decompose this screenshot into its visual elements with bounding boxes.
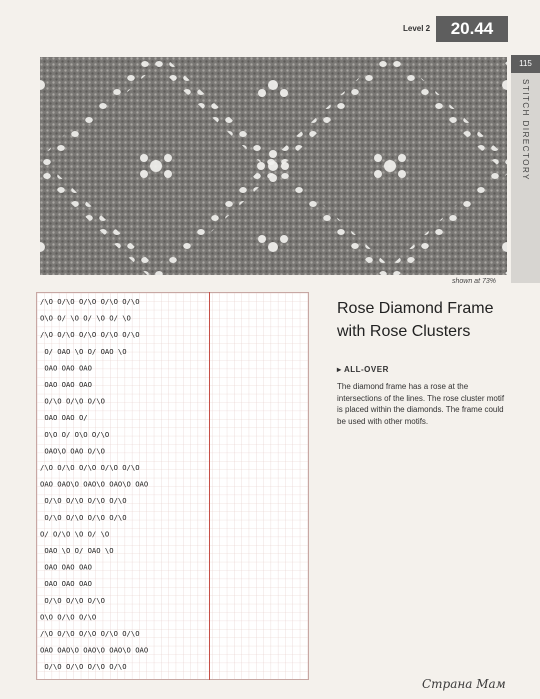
section-tab-label: STITCH DIRECTORY <box>521 79 530 181</box>
chart-row: OAO OAO\O OAO\O OAO\O OAO <box>40 479 149 489</box>
shown-at-caption: shown at 73% <box>452 278 496 285</box>
stitch-number-badge: 20.44 <box>436 16 508 42</box>
chart-row: O/\O O/\O O/\O <box>40 396 105 406</box>
stitch-chart <box>36 292 309 680</box>
chart-row: O\O O/\O O/\O <box>40 612 97 622</box>
chart-row: O\O O/ O\O O/\O <box>40 429 110 439</box>
chart-row: OAO OAO OAO <box>40 363 92 373</box>
chart-row: O/\O O/\O O/\O O/\O <box>40 512 127 522</box>
chart-row: /\O O/\O O/\O O/\O O/\O <box>40 629 140 638</box>
page-number: 115 <box>511 55 540 73</box>
pattern-category-label: ALL-OVER <box>343 365 389 374</box>
chart-row: OAO \O O/ OAO \O <box>40 546 114 555</box>
level-label: Level 2 <box>403 24 431 33</box>
chart-row: O/ OAO \O O/ OAO \O <box>40 346 127 356</box>
chart-row: O\O O/ \O O/ \O O/ \O <box>40 313 131 323</box>
chart-row: OAO\O OAO O/\O <box>40 446 105 456</box>
chart-row: /\O O/\O O/\O O/\O O/\O <box>40 463 140 472</box>
chart-row: O/ O/\O \O O/ \O <box>40 529 110 539</box>
chart-row: OAO OAO OAO <box>40 380 92 389</box>
chart-row: O/\O O/\O O/\O O/\O <box>40 662 127 672</box>
swatch-image <box>40 57 507 275</box>
chart-row: /\O O/\O O/\O O/\O O/\O <box>40 330 140 340</box>
pattern-title: Rose Diamond Frame with Rose Clusters <box>337 300 494 340</box>
chart-row: O/\O O/\O O/\O <box>40 595 105 605</box>
chart-row: OAO OAO OAO <box>40 562 92 572</box>
chart-row: O/\O O/\O O/\O O/\O <box>40 496 127 506</box>
chart-row: OAO OAO OAO <box>40 579 92 589</box>
chart-repeat-divider <box>209 292 210 680</box>
swatch-photo <box>40 57 507 275</box>
chart-row: /\O O/\O O/\O O/\O O/\O <box>40 297 140 306</box>
chart-row: OAO OAO\O OAO\O OAO\O OAO <box>40 645 149 655</box>
watermark: Страна Мам <box>422 677 506 691</box>
chart-grid <box>37 293 308 679</box>
chart-row: OAO OAO O/ <box>40 413 88 423</box>
pattern-description: The diamond frame has a rose at the intersections of the lines. The rose cluster motif is placed within the diamonds. The frame could be used with other motifs. <box>337 382 505 426</box>
pattern-category: ▸ ALL-OVER <box>337 365 389 374</box>
section-tab <box>511 73 540 283</box>
